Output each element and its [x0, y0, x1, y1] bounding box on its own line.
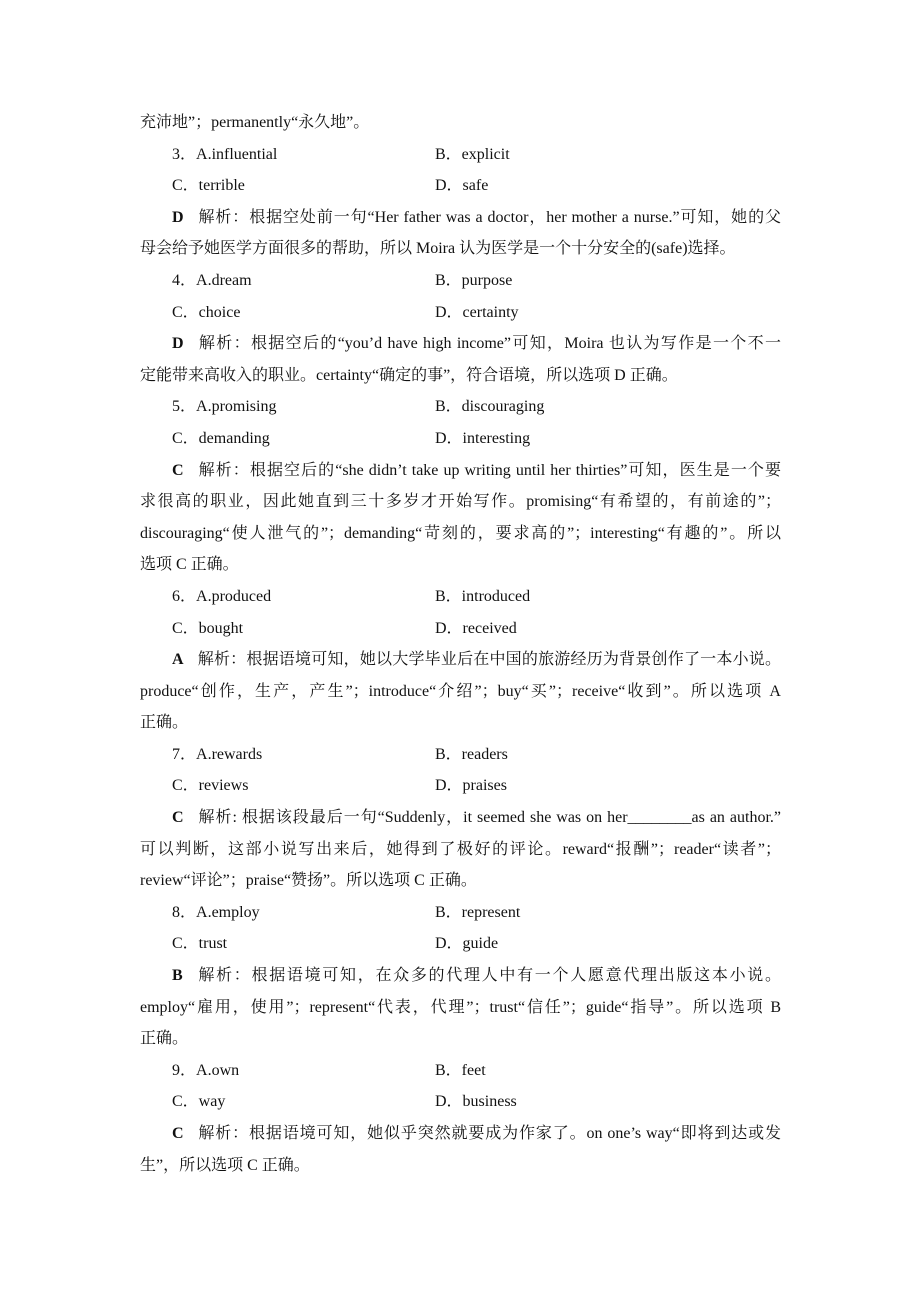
option-b: B．readers [435, 745, 508, 763]
option-b: B．explicit [435, 145, 510, 163]
option-c: C．terrible [172, 177, 245, 195]
explanation-line [140, 360, 781, 392]
options-row-ab [140, 581, 781, 613]
option-a-text: A.rewards [196, 745, 263, 763]
option-a [172, 265, 252, 297]
explanation-text: 正确。 [140, 714, 189, 732]
explanation-line [140, 202, 781, 234]
option-d: D．praises [435, 777, 507, 795]
explanation-line [140, 960, 781, 992]
explanation-line [140, 1023, 781, 1055]
answer-letter: C [172, 809, 184, 827]
explanation-text: 解析：根据空后的“you’d have high income”可知，Moira 也认为写作是一个不一 [197, 335, 781, 353]
option-c: C．bought [172, 619, 244, 637]
options-row-cd [140, 297, 781, 329]
explanation-line [140, 865, 781, 897]
intro-line: 充沛地”；permanently“永久地”。 [140, 114, 370, 131]
explanation-line [140, 676, 781, 708]
explanation-text: 解析：根据空处前一句“Her father was a doctor，her mother a nurse.”可知，她的父 [197, 208, 781, 226]
explanation-line [140, 486, 781, 518]
explanation-text: employ“雇用，使用”；represent“代表，代理”；trust“信任”；guide“指导”。所以选项 B [140, 998, 781, 1016]
options-row-ab [140, 1055, 781, 1087]
explanation-line [140, 549, 781, 581]
document-page [140, 107, 781, 1181]
option-a-text: A.produced [196, 587, 272, 605]
options-row-cd [140, 170, 781, 202]
option-a [172, 1055, 239, 1087]
options-row-ab [140, 265, 781, 297]
explanation-text: 定能带来高收入的职业。certainty“确定的事”，符合语境，所以选项 D 正确。 [140, 366, 678, 384]
explanation-text: 母会给予她医学方面很多的帮助，所以 Moira 认为医学是一个十分安全的(safe)选择。 [140, 240, 736, 258]
explanation-line [140, 1150, 781, 1182]
option-c: C．reviews [172, 777, 249, 795]
option-a [172, 391, 276, 423]
option-c: C．choice [172, 303, 241, 321]
question-number: 7． [172, 745, 197, 763]
option-a-text: A.employ [196, 903, 260, 921]
option-b: B．introduced [435, 587, 531, 605]
explanation-text: 可以判断，这部小说写出来后，她得到了极好的评论。reward“报酬”；reader“读者”； [140, 840, 781, 858]
options-row-cd [140, 613, 781, 645]
explanation-text: 生”，所以选项 C 正确。 [140, 1156, 310, 1174]
answer-letter: D [172, 335, 184, 353]
question-number: 3． [172, 145, 197, 163]
explanation-text: 解析：根据语境可知，她以大学毕业后在中国的旅游经历为背景创作了一本小说。 [197, 651, 781, 669]
explanation-text: 求很高的职业，因此她直到三十多岁才开始写作。promising“有希望的，有前途的”； [140, 493, 781, 511]
explanation-line [140, 644, 781, 676]
option-b: B．discouraging [435, 398, 545, 416]
options-row-ab [140, 739, 781, 771]
answer-letter: A [172, 651, 184, 669]
option-a-text: A.own [196, 1061, 240, 1079]
option-b: B．purpose [435, 271, 513, 289]
question-number: 6． [172, 587, 197, 605]
option-d: D．certainty [435, 303, 519, 321]
explanation-line [140, 518, 781, 550]
option-d: D．interesting [435, 429, 531, 447]
question-number: 9． [172, 1061, 197, 1079]
explanation-line [140, 455, 781, 487]
option-c: C．way [172, 1093, 226, 1111]
explanation-line [140, 1118, 781, 1150]
explanation-line [140, 233, 781, 265]
options-row-ab [140, 897, 781, 929]
explanation-text: review“评论”；praise“赞扬”。所以选项 C 正确。 [140, 872, 477, 890]
options-row-cd [140, 1086, 781, 1118]
option-c: C．demanding [172, 429, 270, 447]
options-row-cd [140, 770, 781, 802]
explanation-line [140, 328, 781, 360]
explanation-line [140, 992, 781, 1024]
option-b: B．represent [435, 903, 521, 921]
option-a [172, 897, 260, 929]
options-row-ab [140, 139, 781, 171]
option-d: D．business [435, 1093, 517, 1111]
explanation-text: discouraging“使人泄气的”；demanding“苛刻的，要求高的”；interesting“有趣的”。所以 [140, 524, 781, 542]
options-row-cd [140, 423, 781, 455]
question-number: 4． [172, 271, 197, 289]
options-row-cd [140, 928, 781, 960]
explanation-text: 正确。 [140, 1030, 189, 1048]
explanation-line [140, 707, 781, 739]
option-b: B．feet [435, 1061, 486, 1079]
explanation-text: 解析：根据语境可知，她似乎突然就要成为作家了。on one’s way“即将到达或发 [197, 1125, 781, 1142]
option-c: C．trust [172, 935, 228, 953]
option-a [172, 739, 262, 771]
option-a-text: A.dream [196, 271, 252, 289]
answer-letter: D [172, 208, 184, 226]
question-number: 8． [172, 903, 197, 921]
option-a-text: A.influential [196, 145, 278, 163]
option-a [172, 581, 271, 613]
option-d: D．safe [435, 177, 489, 195]
option-d: D．guide [435, 935, 499, 953]
explanation-line [140, 802, 781, 834]
explanation-text: 解析：根据空后的“she didn’t take up writing until her thirties”可知，医生是一个要 [197, 461, 781, 479]
option-a-text: A.promising [196, 398, 277, 416]
question-number: 5． [172, 398, 197, 416]
explanation-line [140, 834, 781, 866]
option-d: D．received [435, 619, 517, 637]
explanation-text: 选项 C 正确。 [140, 556, 239, 574]
answer-letter: B [172, 967, 183, 985]
answer-letter: C [172, 1125, 184, 1142]
explanation-text: 解析：根据语境可知，在众多的代理人中有一个人愿意代理出版这本小说。 [196, 967, 781, 985]
options-row-ab [140, 391, 781, 423]
explanation-text: 解析: 根据该段最后一句“Suddenly，it seemed she was on her________as an author.” [197, 809, 781, 827]
explanation-text: produce“创作，生产，产生”；introduce“介绍”；buy“买”；receive“收到”。所以选项 A [140, 682, 781, 700]
answer-letter: C [172, 461, 184, 479]
option-a [172, 139, 277, 171]
